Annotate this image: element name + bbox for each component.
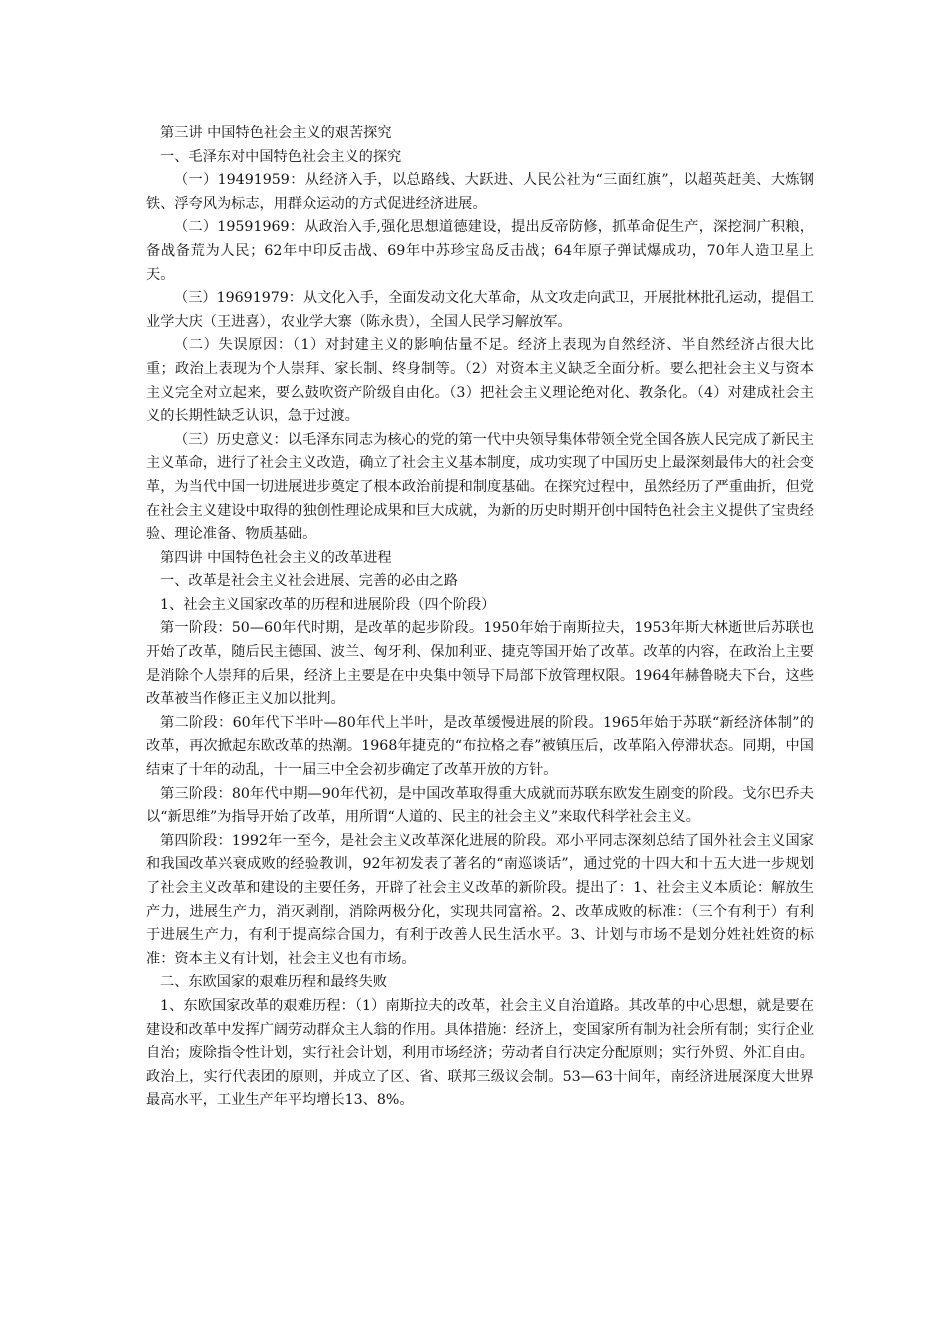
lecture-4-title: 第四讲 中国特色社会主义的改革进程 xyxy=(160,549,392,566)
paragraph-stage-1: 第一阶段：50—60年代时期，是改革的起步阶段。1950年始于南斯拉夫，1953年斯大林逝世后苏联也开始了改革，随后民主德国、波兰、匈牙利、保加利亚、捷克等国开始了改革。改革的内容，在政治上主要是消除个人崇拜的后果，经济上主要是在中央集中领导下局部下放管理权限。1964年赫鲁晓夫下台，这些改革被当作修正主义加以批判。 xyxy=(146,620,814,708)
paragraph-1969-1979: （三）19691979：从文化入手，全面发动文化大革命，从文攻走向武卫，开展批林批孔运动，提倡工业学大庆（王进喜），农业学大寨（陈永贵），全国人民学习解放军。 xyxy=(146,290,814,330)
section-heading-mao-exploration: 一、毛泽东对中国特色社会主义的探究 xyxy=(160,148,402,165)
paragraph-stage-4: 第四阶段：1992年一至今，是社会主义改革深化进展的阶段。邓小平同志深刻总结了国外社会主义国家和我国改革兴衰成败的经验教训，92年初发表了著名的“南巡谈话”，通过党的十四大和十五大进一步规划了社会主义改革和建设的主要任务，开辟了社会主义改革的新阶段。提出了：1、社会主义本质论：解放生产力，进展生产力，消灭剥削，消除两极分化，实现共同富裕。2、改革成败的标准：（三个有利于）有利于进展生产力，有利于提高综合国力，有利于改善人民生活水平。3、计划与市场不是划分姓社姓资的标准：资本主义有计划，社会主义也有市场。 xyxy=(146,832,814,967)
section-heading-eastern-europe: 二、东欧国家的艰难历程和最终失败 xyxy=(160,974,388,991)
paragraph-stage-3: 第三阶段：80年代中期—90年代初，是中国改革取得重大成就而苏联东欧发生剧变的阶段。戈尔巴乔夫以“新思维”为指导开始了改革，用所谓“人道的、民主的社会主义”来取代科学社会主义。 xyxy=(146,785,814,826)
paragraph-1959-1969: （二）19591969：从政治入手,强化思想道德建设，提出反帝防修，抓革命促生产，深挖洞广积粮，备战备荒为人民；62年中印反击战、69年中苏珍宝岛反击战；64年原子弹试爆成功，70年人造卫星上天。 xyxy=(146,219,814,283)
lecture-3-title: 第三讲 中国特色社会主义的艰苦探究 xyxy=(160,125,392,141)
paragraph-stage-2: 第二阶段：60年代下半叶—80年代上半叶，是改革缓慢进展的阶段。1965年始于苏联“新经济体制”的改革，再次掀起东欧改革的热潮。1968年捷克的“布拉格之春”被镇压后，改革陷入停滞状态。同期，中国结束了十年的动乱，十一届三中全会初步确定了改革开放的方针。 xyxy=(146,714,814,779)
paragraph-1949-1959: （一）19491959：从经济入手，以总路线、大跃进、人民公社为“三面红旗”，以超英赶美、大炼钢铁、浮夸风为标志，用群众运动的方式促进经济进展。 xyxy=(146,172,814,212)
section-heading-reform-necessity: 一、改革是社会主义社会进展、完善的必由之路 xyxy=(160,573,458,590)
document-body xyxy=(146,122,814,1113)
paragraph-historical-significance: （三）历史意义：以毛泽东同志为核心的党的第一代中央领导集体带领全党全国各族人民完成了新民主主义革命，进行了社会主义改造，确立了社会主义基本制度，成功实现了中国历史上最深刻最伟大的社会变革，为当代中国一切进展进步奠定了根本政治前提和制度基础。在探究过程中，虽然经历了严重曲折，但党在社会主义建设中取得的独创性理论成果和巨大成就，为新的历史时期开创中国特色社会主义提供了宝贵经验、理论准备、物质基础。 xyxy=(146,431,814,543)
subsection-heading-reform-stages: 1、社会主义国家改革的历程和进展阶段（四个阶段） xyxy=(160,596,496,613)
paragraph-mistake-causes: （二）失误原因：（1）对封建主义的影响估量不足。经济上表现为自然经济、半自然经济占很大比重；政治上表现为个人崇拜、家长制、终身制等。（2）对资本主义缺乏全面分析。要么把社会主义与资本主义完全对立起来，要么鼓吹资产阶级自由化。（3）把社会主义理论绝对化、教条化。（4）对建成社会主义的长期性缺乏认识，急于过渡。 xyxy=(146,337,814,425)
paragraph-eastern-europe-reform: 1、东欧国家改革的艰难历程：（1）南斯拉夫的改革，社会主义自治道路。其改革的中心思想，就是要在建设和改革中发挥广阔劳动群众主人翁的作用。具体措施：经济上，变国家所有制为社会所有制；实行企业自治；废除指令性计划，实行社会计划，利用市场经济；劳动者自行决定分配原则；实行外贸、外汇自由。政治上，实行代表团的原则，并成立了区、省、联邦三级议会制。53—63十间年，南经济进展深度大世界最高水平，工业生产年平均增长13、8%。 xyxy=(146,997,814,1109)
